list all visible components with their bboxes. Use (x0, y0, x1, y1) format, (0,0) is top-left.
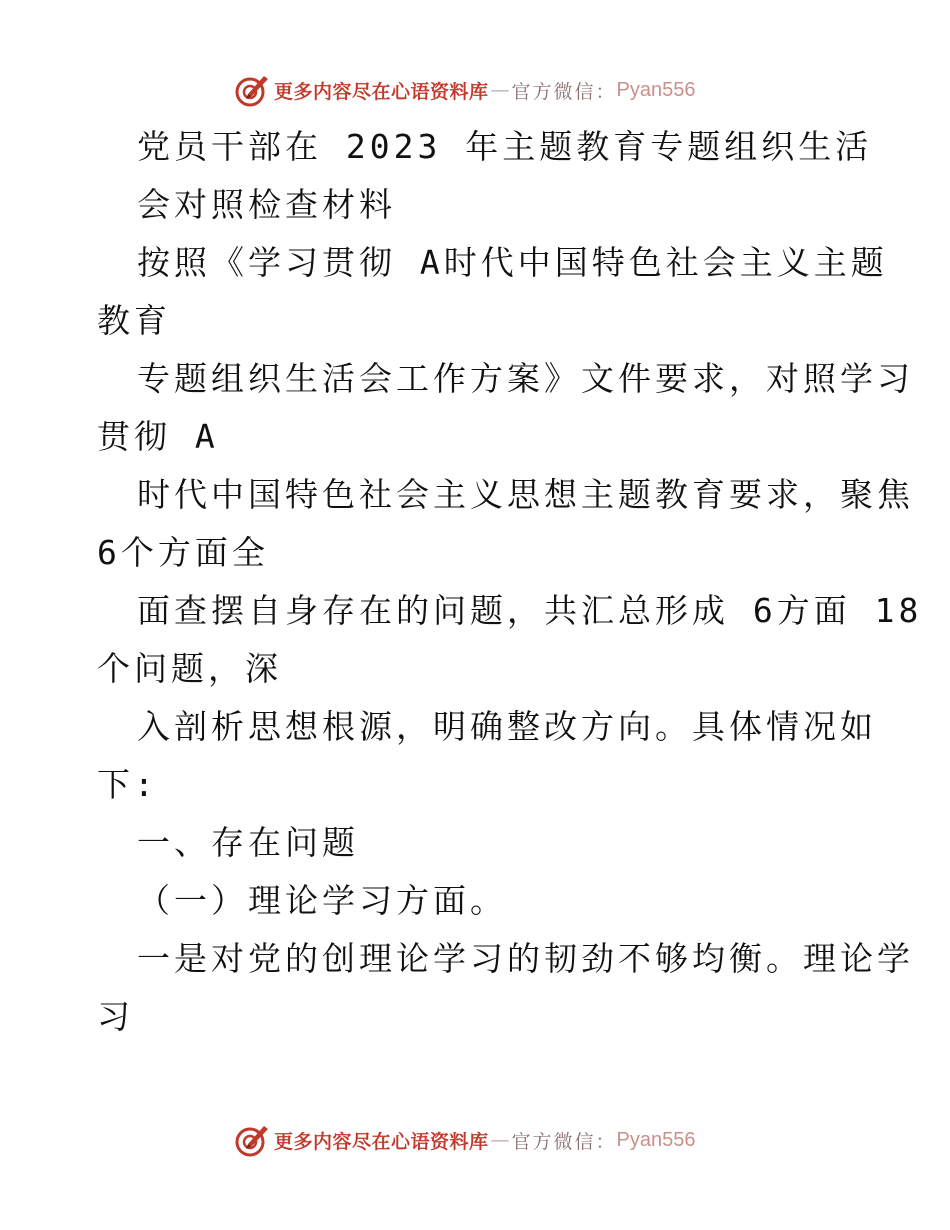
document-line: 个问题，深 (97, 649, 282, 688)
document-line: 专题组织生活会工作方案》文件要求，对照学习 (137, 359, 914, 398)
document-line: 教育 (97, 301, 171, 340)
section-heading: 一、存在问题 (137, 823, 359, 862)
pen-logo-icon (234, 72, 270, 108)
watermark-handle: Pyan556 (616, 78, 696, 101)
watermark-site-text: 更多内容尽在心语资料库 (274, 1130, 489, 1153)
watermark-banner-top (234, 70, 696, 110)
watermark-site-text: 更多内容尽在心语资料库 (274, 80, 489, 103)
document-line: 习 (97, 997, 134, 1036)
watermark-label: 官方微信： (511, 80, 617, 103)
document-line: 一是对党的创理论学习的韧劲不够均衡。理论学 (137, 939, 914, 978)
document-line: 党员干部在 2023 年主题教育专题组织生活 (137, 127, 873, 166)
document-line: 贯彻 A (97, 417, 219, 456)
document-line: 面查摆自身存在的问题，共汇总形成 6方面 18 (137, 591, 923, 630)
pen-logo-icon (234, 1122, 270, 1158)
watermark-banner-bottom (234, 1120, 696, 1160)
document-line: 6个方面全 (97, 533, 269, 572)
document-line: 按照《学习贯彻 A时代中国特色社会主义主题 (137, 243, 888, 282)
document-line: 会对照检查材料 (137, 185, 396, 224)
document-line: 入剖析思想根源，明确整改方向。具体情况如 (137, 707, 877, 746)
watermark-separator: — (490, 79, 510, 101)
watermark-label: 官方微信： (511, 1130, 617, 1153)
subsection-heading: （一）理论学习方面。 (137, 881, 507, 920)
watermark-handle: Pyan556 (616, 1128, 696, 1151)
document-line: 时代中国特色社会主义思想主题教育要求，聚焦 (137, 475, 914, 514)
watermark-separator: — (490, 1129, 510, 1151)
document-line: 下: (97, 765, 158, 804)
